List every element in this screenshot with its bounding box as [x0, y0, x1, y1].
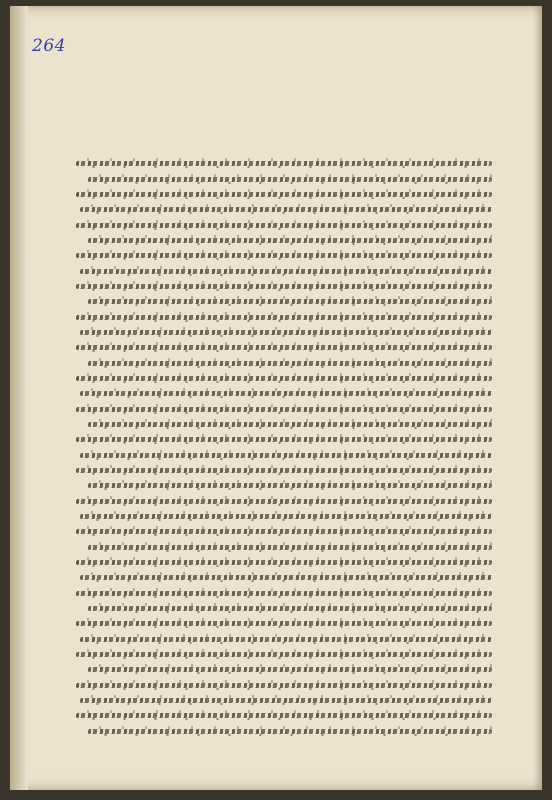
text-line [76, 677, 492, 692]
text-line [76, 386, 492, 401]
page-edge-shade [532, 6, 542, 790]
text-line [76, 478, 492, 493]
text-line [76, 371, 492, 386]
text-line [76, 447, 492, 462]
text-line [76, 708, 492, 723]
text-line [76, 217, 492, 232]
text-line [76, 662, 492, 677]
text-line [76, 723, 492, 738]
text-line [76, 616, 492, 631]
text-line [76, 294, 492, 309]
text-line [76, 601, 492, 616]
text-line [76, 493, 492, 508]
text-line [76, 432, 492, 447]
text-line [76, 171, 492, 186]
text-line [76, 692, 492, 707]
text-line [76, 233, 492, 248]
page-number: 264 [32, 36, 66, 56]
text-line [76, 340, 492, 355]
text-line [76, 202, 492, 217]
text-line [76, 463, 492, 478]
text-line [76, 263, 492, 278]
text-line [76, 585, 492, 600]
text-line [76, 417, 492, 432]
text-line [76, 309, 492, 324]
text-line [76, 647, 492, 662]
text-line [76, 539, 492, 554]
text-line [76, 401, 492, 416]
text-line [76, 509, 492, 524]
text-line [76, 279, 492, 294]
text-line [76, 325, 492, 340]
text-line [76, 570, 492, 585]
text-line [76, 187, 492, 202]
text-line [76, 248, 492, 263]
binding-gutter [10, 6, 28, 790]
text-line [76, 524, 492, 539]
text-line [76, 631, 492, 646]
text-line [76, 355, 492, 370]
manuscript-page [10, 6, 542, 790]
text-line [76, 555, 492, 570]
text-line [76, 156, 492, 171]
manuscript-text-block [76, 156, 492, 746]
